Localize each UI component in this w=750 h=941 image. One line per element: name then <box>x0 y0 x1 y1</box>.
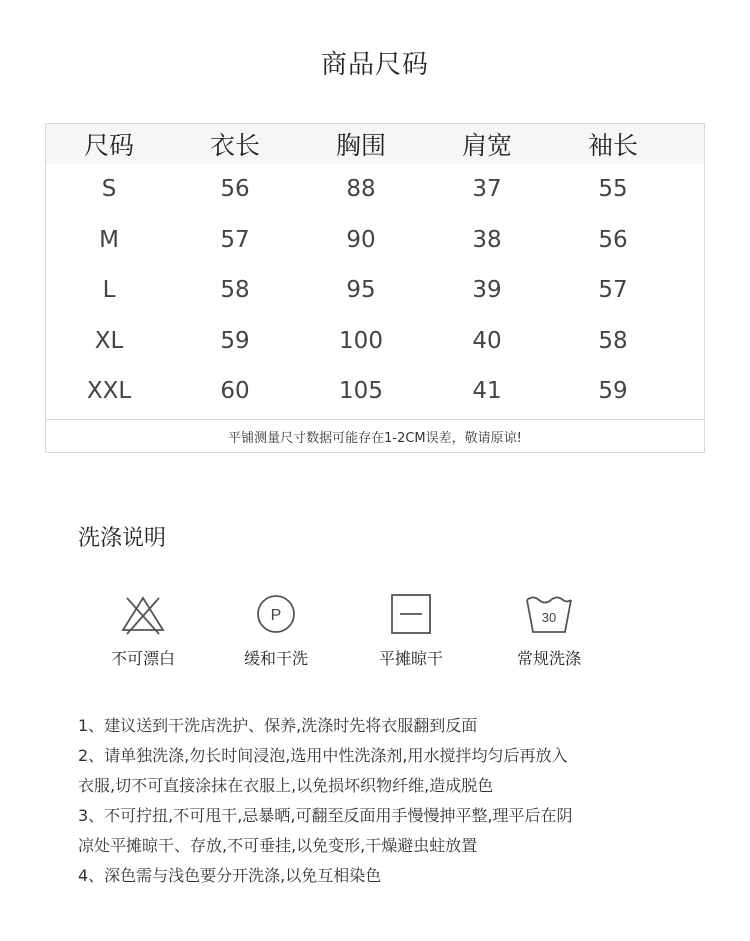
care-label: 不可漂白 <box>110 649 175 668</box>
header-chest: 胸围 <box>335 131 386 160</box>
table-cell: 59 <box>220 327 250 354</box>
care-label: 平摊晾干 <box>378 649 443 668</box>
table-cell: 55 <box>598 176 628 203</box>
table-cell: 56 <box>220 176 250 203</box>
svg-text:30: 30 <box>541 610 557 625</box>
flat-dry-icon <box>387 592 435 636</box>
care-icon-row <box>78 592 678 672</box>
table-cell: 56 <box>598 226 628 253</box>
table-cell: 95 <box>346 277 376 304</box>
care-item-normal-wash <box>484 592 614 669</box>
table-cell: 37 <box>472 176 502 203</box>
table-cell: XXL <box>86 378 132 405</box>
no-bleach-icon <box>119 592 167 636</box>
table-cell: 88 <box>346 176 376 203</box>
instruction-line: 3、不可拧扭,不可甩干,忌暴晒,可翻至反面用手慢慢抻平整,理平后在阴 <box>78 806 573 825</box>
size-table <box>45 123 705 453</box>
table-row <box>46 265 704 316</box>
instruction-line: 4、深色需与浅色要分开洗涤,以免互相染色 <box>78 866 382 885</box>
care-label: 常规洗涤 <box>516 649 581 668</box>
instruction-line: 衣服,切不可直接涂抹在衣服上,以免损坏织物纤维,造成脱色 <box>78 776 494 795</box>
table-cell: 38 <box>472 226 502 253</box>
table-cell: 57 <box>220 226 250 253</box>
instruction-line: 2、请单独洗涤,勿长时间浸泡,选用中性洗涤剂,用水搅拌均匀后再放入 <box>78 746 568 765</box>
table-cell: 100 <box>339 327 383 354</box>
page-title: 商品尺码 <box>320 50 429 80</box>
table-cell: 105 <box>339 378 383 405</box>
measurement-note: 平铺测量尺寸数据可能存在1-2CM误差，敬请原谅! <box>46 419 704 452</box>
table-cell: 58 <box>220 277 250 304</box>
normal-wash-icon <box>523 592 575 636</box>
header-sleeve: 袖长 <box>587 131 638 160</box>
table-cell: 40 <box>472 327 502 354</box>
table-header-row <box>46 124 704 164</box>
table-cell: 60 <box>220 378 250 405</box>
header-shoulder: 肩宽 <box>461 131 512 160</box>
gentle-dry-clean-icon <box>252 592 300 636</box>
instruction-line: 凉处平摊晾干、存放,不可垂挂,以免变形,干燥避虫蛀放置 <box>78 836 478 855</box>
table-cell: M <box>99 226 119 253</box>
table-cell: L <box>102 277 116 304</box>
table-cell: 90 <box>346 226 376 253</box>
table-cell: XL <box>94 327 124 354</box>
table-row <box>46 215 704 266</box>
header-size: 尺码 <box>83 131 134 160</box>
table-row <box>46 316 704 367</box>
table-cell: 59 <box>598 378 628 405</box>
table-cell: 39 <box>472 277 502 304</box>
care-label: 缓和干洗 <box>243 649 308 668</box>
header-length: 衣长 <box>209 131 260 160</box>
instruction-line: 1、建议送到干洗店洗护、保养,洗涤时先将衣服翻到反面 <box>78 716 478 735</box>
care-item-no-bleach <box>78 592 208 669</box>
care-item-gentle-dry-clean <box>211 592 341 669</box>
table-cell: S <box>101 176 117 203</box>
svg-text:P: P <box>270 607 282 624</box>
wash-section-title: 洗涤说明 <box>78 526 167 551</box>
table-row <box>46 164 704 215</box>
table-cell: 41 <box>472 378 502 405</box>
table-row <box>46 366 704 417</box>
table-cell: 58 <box>598 327 628 354</box>
table-cell: 57 <box>598 277 628 304</box>
wash-instructions <box>78 711 678 891</box>
care-item-flat-dry <box>346 592 476 669</box>
